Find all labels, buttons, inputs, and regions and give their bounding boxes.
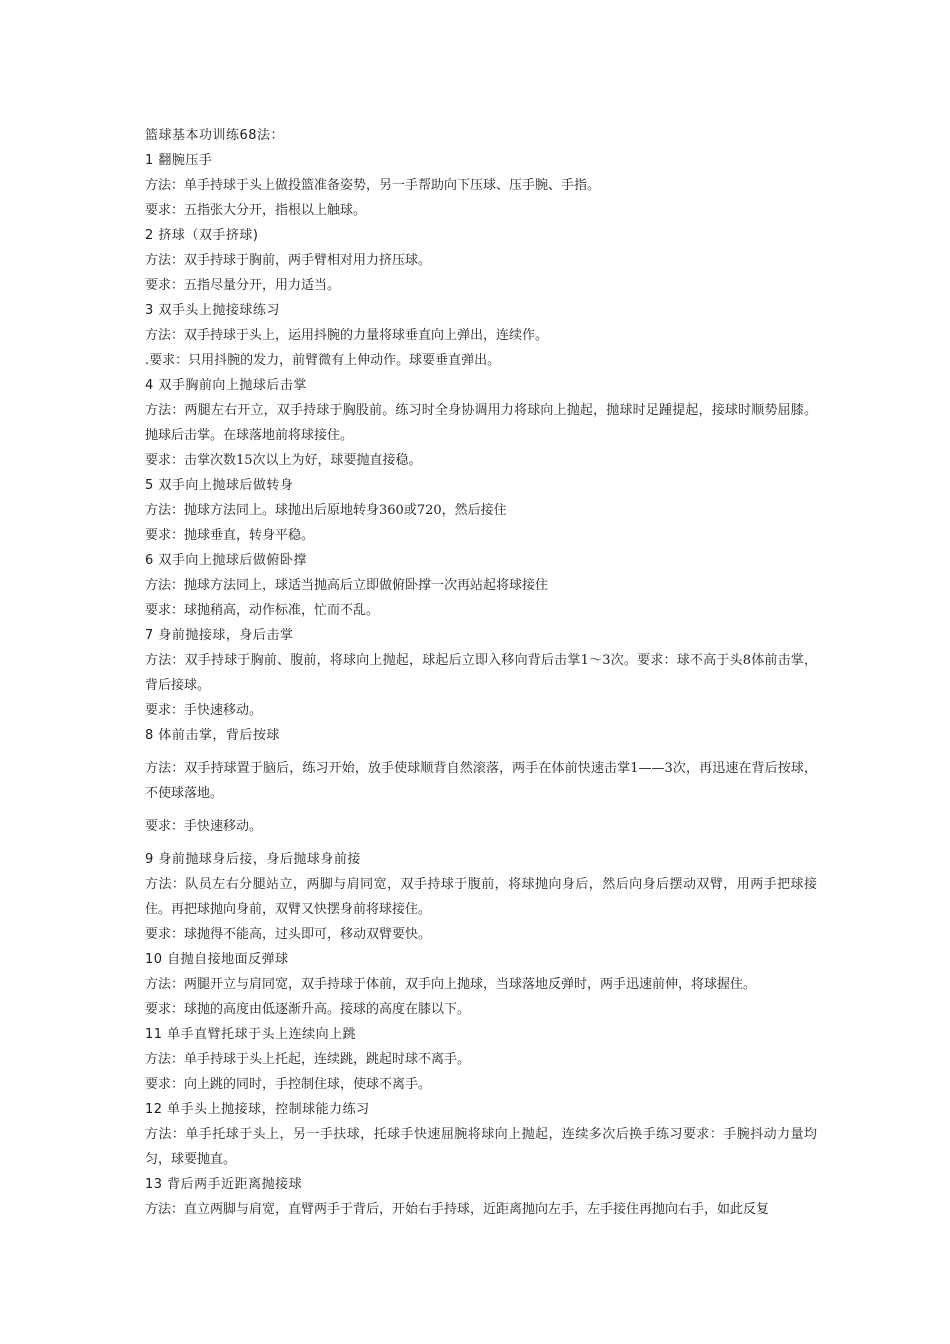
item-requirement-5: 要求：抛球垂直，转身平稳。 <box>145 528 315 543</box>
item-method-12: 方法：单手托球于头上，另一手扶球，托球手快速屈腕将球向上抛起，连续多次后换手练习要求：手腕抖动力量均匀，球要抛直。 <box>145 1127 817 1167</box>
item-method-9: 方法：队员左右分腿站立，两脚与肩同宽，双手持球于腹前，将球抛向身后，然后向身后摆动双臂，用两手把球接住。再把球抛向身前，双臂又快摆身前将球接住。 <box>145 877 817 917</box>
item-method-2: 方法：双手持球于胸前，两手臂相对用力挤压球。 <box>145 253 432 268</box>
item-heading-3: 3 双手头上抛接球练习 <box>145 303 280 318</box>
item-method-7: 方法：双手持球于胸前、腹前，将球向上抛起，球起后立即入移向背后击掌1～3次。要求：球不高于头8体前击掌，背后接球。 <box>145 653 817 693</box>
document-title: 篮球基本功训练68法： <box>145 128 285 143</box>
document-body <box>145 123 817 1222</box>
item-heading-10: 10 自抛自接地面反弹球 <box>145 952 289 967</box>
item-method-11: 方法：单手持球于头上托起，连续跳，跳起时球不离手。 <box>145 1052 471 1067</box>
item-heading-11: 11 单手直臂托球于头上连续向上跳 <box>145 1027 357 1042</box>
item-requirement-8: 要求：手快速移动。 <box>145 819 263 834</box>
item-heading-4: 4 双手胸前向上抛球后击掌 <box>145 378 307 393</box>
item-heading-12: 12 单手头上抛接球，控制球能力练习 <box>145 1102 370 1117</box>
item-method-4: 方法：两腿左右开立，双手持球于胸股前。练习时全身协调用力将球向上抛起，抛球时足踵提起，接球时顺势屈膝。抛球后击掌。在球落地前将球接住。 <box>145 403 817 443</box>
item-method-6: 方法：抛球方法同上，球适当抛高后立即做俯卧撑一次再站起将球接住 <box>145 578 549 593</box>
item-heading-7: 7 身前抛接球，身后击掌 <box>145 628 294 643</box>
item-requirement-1: 要求：五指张大分开，指根以上触球。 <box>145 203 367 218</box>
item-heading-13: 13 背后两手近距离抛接球 <box>145 1177 303 1192</box>
item-method-3: 方法：双手持球于头上，运用抖腕的力量将球垂直向上弹出，连续作。 <box>145 328 549 343</box>
item-requirement-6: 要求：球抛稍高，动作标准，忙而不乱。 <box>145 603 380 618</box>
item-method-5: 方法：抛球方法同上。球抛出后原地转身360或720，然后接住 <box>145 503 507 518</box>
item-heading-9: 9 身前抛球身后接，身后抛球身前接 <box>145 852 361 867</box>
item-requirement-9: 要求：球抛得不能高，过头即可，移动双臂要快。 <box>145 927 432 942</box>
item-heading-5: 5 双手向上抛球后做转身 <box>145 478 294 493</box>
item-requirement-11: 要求：向上跳的同时，手控制住球，使球不离手。 <box>145 1077 432 1092</box>
item-heading-8: 8 体前击掌，背后按球 <box>145 728 280 743</box>
item-method-13: 方法：直立两脚与肩宽，直臂两手于背后，开始右手持球，近距离抛向左手，左手接住再抛向右手，如此反复 <box>145 1202 770 1217</box>
item-requirement-7: 要求：手快速移动。 <box>145 703 263 718</box>
item-requirement-3: .要求：只用抖腕的发力，前臂微有上伸动作。球要垂直弹出。 <box>145 353 501 368</box>
item-heading-1: 1 翻腕压手 <box>145 153 213 168</box>
item-requirement-4: 要求：击掌次数15次以上为好，球要抛直接稳。 <box>145 453 422 468</box>
item-method-8: 方法：双手持球置于脑后，练习开始，放手使球顺背自然滚落，两手在体前快速击掌1——3次，再迅速在背后按球，不使球落地。 <box>145 761 817 801</box>
item-method-1: 方法：单手持球于头上做投篮准备姿势，另一手帮助向下压球、压手腕、手指。 <box>145 178 601 193</box>
item-requirement-10: 要求：球抛的高度由低逐渐升高。接球的高度在膝以下。 <box>145 1002 471 1017</box>
item-method-10: 方法：两腿开立与肩同宽，双手持球于体前，双手向上抛球，当球落地反弹时，两手迅速前伸，将球握住。 <box>145 977 757 992</box>
item-heading-6: 6 双手向上抛球后做俯卧撑 <box>145 553 307 568</box>
item-heading-2: 2 挤球（双手挤球) <box>145 228 259 243</box>
item-requirement-2: 要求：五指尽量分开，用力适当。 <box>145 278 341 293</box>
